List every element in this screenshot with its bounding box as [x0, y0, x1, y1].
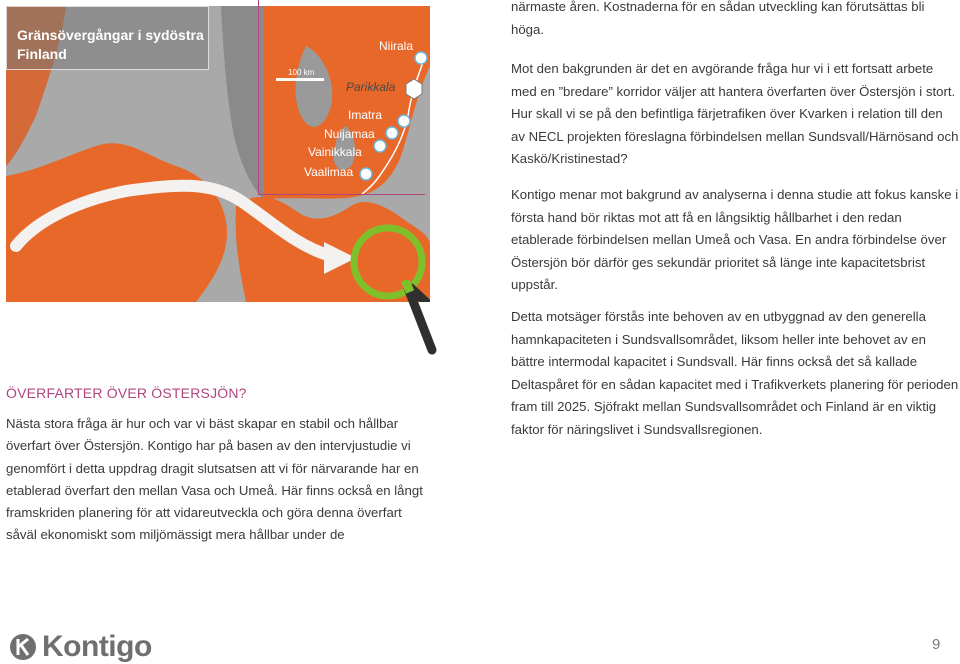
magnifier-handle-extension: [400, 280, 440, 370]
place-parikkala: Parikkala: [346, 80, 396, 94]
place-nuijamaa: Nuijamaa: [324, 127, 375, 141]
map-title: Gränsövergångar i sydöstra Finland: [6, 6, 209, 70]
paragraph-sundsvall-capacity: Detta motsäger förstås inte behoven av en utbyggnad av den generella hamnkapaciteten i Sundsvallsområdet, liksom heller inte behovet av en bättre intermodal kapacitet i Sundsvall. Här finns också det så kallade Deltaspåret för en sådan kapacitet med i Trafikverkets planering för perioden fram till 2025. Sjöfrakt mellan Sundsvallsområdet och Finland är en viktig faktor för näringslivet i Sundsvallsregionen.: [511, 309, 959, 437]
paragraph-kontigo-focus: Kontigo menar mot bakgrund av analyserna i denna studie att fokus kanske i första hand bör riktas mot att få en långsiktig hållbarhet i den redan etablerade förbindelsen mellan Umeå och Vasa. En andra förbindelse över Östersjön bör därför ges sekundär prioritet så länge inte kapacitetsbrist uppstår.: [511, 187, 959, 293]
place-imatra: Imatra: [348, 108, 383, 122]
section-body: [6, 413, 430, 547]
section-heading-text: ÖVERFARTER ÖVER ÖSTERSJÖN?: [6, 385, 247, 401]
place-vainikkala: Vainikkala: [308, 145, 362, 159]
kontigo-logo: [8, 630, 152, 664]
page-number: 9: [932, 636, 941, 653]
section-heading: [6, 385, 247, 401]
map-scale-label: 100 km: [288, 68, 315, 77]
section-body-text: Nästa stora fråga är hur och var vi bäst skapar en stabil och hållbar överfart över Östersjön. Kontigo har på basen av den intervjustudie vi genomfört i detta uppdrag dragit slutsatsen att vi för närvarande har en etablerad överfart den mellan Vasa och Umeå. Här finns också en långt framskriden planering för att vidareutveckla och göra denna överfart såväl ekonomiskt som miljömässigt mera hållbar under de: [6, 416, 423, 543]
kontigo-logo-icon: [8, 632, 38, 662]
place-niirala: Niirala: [379, 39, 414, 53]
paragraph-continuation: närmaste åren. Kostnaderna för en sådan utveckling kan förutsättas bli höga.: [511, 0, 925, 37]
place-vaalimaa: Vaalimaa: [304, 165, 354, 179]
kontigo-logo-text: Kontigo: [42, 630, 152, 663]
map-scale-bar: [276, 78, 324, 81]
paragraph-corridor: Mot den bakgrunden är det en avgörande fråga hur vi i ett fortsatt arbete med en ”bredare” korridor väljer att hantera överfarten över Östersjön i stort. Hur skall vi se på den befintliga färjetrafiken över Kvarken i relation till den av NECL projekten föreslagna förbindelsen mellan Sundsvall/Härnösand och Kaskö/Kristinestad?: [511, 61, 959, 167]
